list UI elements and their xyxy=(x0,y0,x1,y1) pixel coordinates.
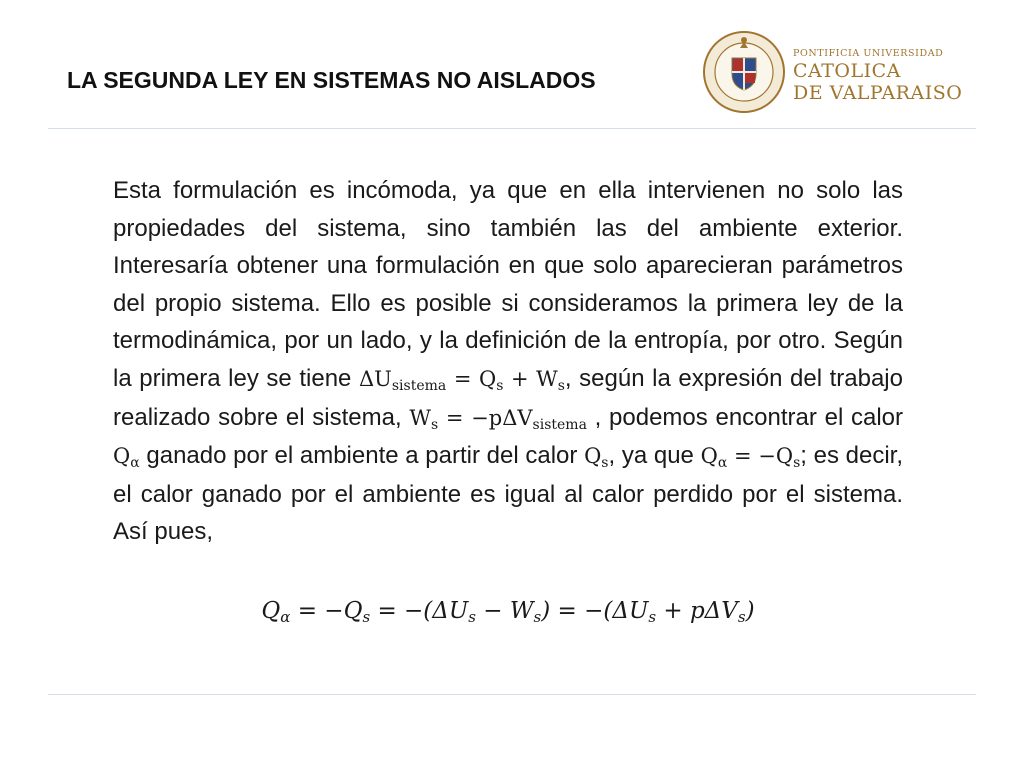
text-part-4: ganado por el ambiente a partir del calor xyxy=(139,442,585,470)
text-part-2: , según la expresión del trabajo realizado sobre el sistema, xyxy=(113,364,903,431)
formula-q-alpha-equals: $Q_\alpha = -Q_s$ xyxy=(700,444,801,472)
footer-divider xyxy=(48,694,976,695)
formula-q-s: $Q_s$ xyxy=(584,444,609,472)
text-part-6: ; es decir, el calor ganado por el ambiente es igual al calor perdido por el sistema. Así pues, xyxy=(113,442,904,546)
logo-line-1: PONTIFICIA UNIVERSIDAD xyxy=(793,48,944,59)
text-part-1: Esta formulación es incómoda, ya que en ella intervienen no solo las propiedades del sistema, sino también las del ambiente exterior. Interesaría obtener una formulación en que solo aparecieran parámetros del propio sistema. Ello es posible si consideramos la primera ley de la termodinámica, por un lado, y la definición de la entropía, por otro. Según la primera ley se tiene xyxy=(113,177,903,392)
formula-q-alpha: $Q_\alpha$ xyxy=(113,444,140,472)
slide-title: LA SEGUNDA LEY EN SISTEMAS NO AISLADOS xyxy=(67,67,596,93)
university-seal-icon xyxy=(700,26,788,114)
display-equation: $Q_\alpha = -Q_s = -(\Delta U_s - W_s) = -(\Delta U_s + p\Delta V_s)$ xyxy=(261,598,755,626)
text-part-3: , podemos encontrar el calor xyxy=(586,403,904,431)
logo-line-2: CATOLICA xyxy=(793,60,901,82)
university-logo xyxy=(700,26,990,118)
text-part-5: , ya que xyxy=(608,442,701,470)
formula-delta-u-sistema: $\Delta U_{sistema} = Q_s + W_s$ xyxy=(358,366,565,394)
logo-line-3: DE VALPARAISO xyxy=(793,82,963,104)
body-paragraph xyxy=(113,172,903,551)
formula-work: $W_s = -p\Delta V_{sistema}$ xyxy=(409,405,587,433)
header-divider xyxy=(48,128,976,129)
